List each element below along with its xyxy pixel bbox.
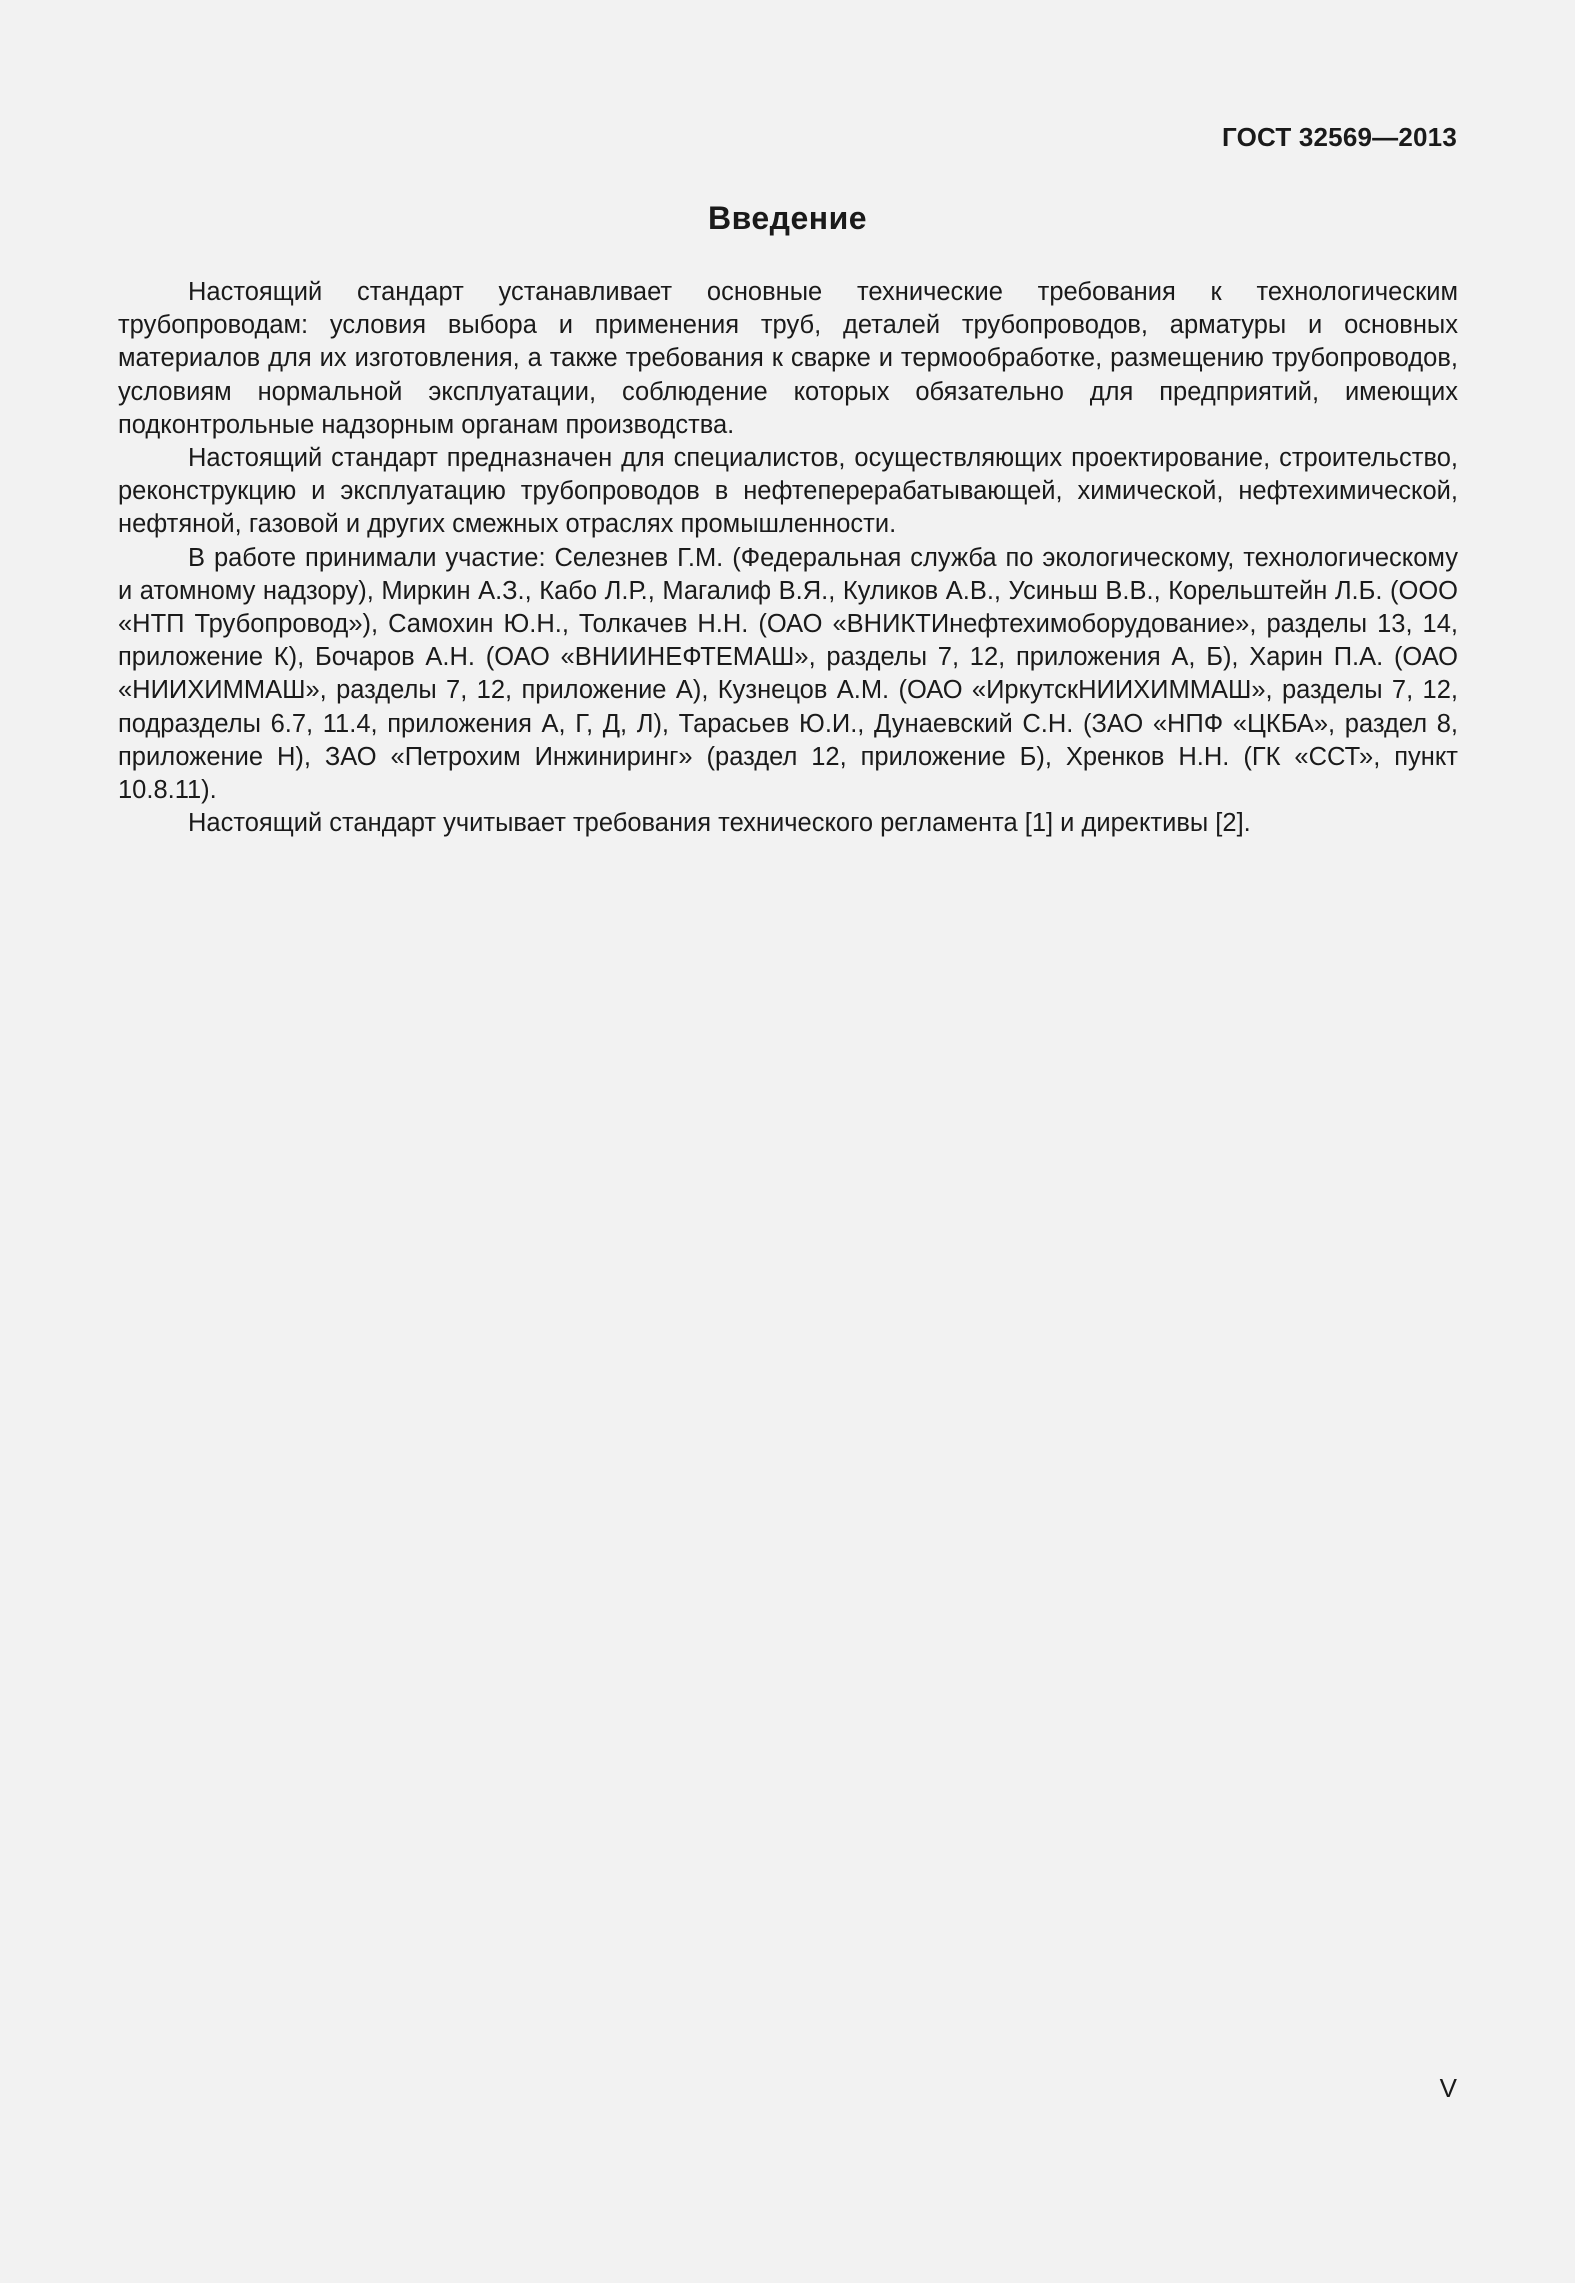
paragraph: Настоящий стандарт учитывает требования технического регламента [1] и директивы [2]. <box>188 809 1251 838</box>
document-id: ГОСТ 32569—2013 <box>1222 122 1457 152</box>
body-text <box>118 276 1458 840</box>
paragraph: Настоящий стандарт предназначен для специалистов, осуществляющих проектирование, строительство, реконструкцию и эксплуатацию трубопроводов в нефтеперерабатывающей, химической, нефтехимической, нефтяной, газовой и других смежных отраслях промышленности. <box>118 444 1458 539</box>
section-title: Введение <box>707 200 868 236</box>
page-number: V <box>1439 2073 1457 2103</box>
paragraph: Настоящий стандарт устанавливает основные технические требования к технологическим трубопроводам: условия выбора и применения труб, деталей трубопроводов, арматуры и основных материалов для их изготовления, а также требования к сварке и термообработке, размещению трубопроводов, условиям нормальной эксплуатации, соблюдение которых обязательно для предприятий, имеющих подконтрольные надзорным органам производства. <box>118 278 1458 439</box>
paragraph: В работе принимали участие: Селезнев Г.М. (Федеральная служба по экологическому, технологическому и атомному надзору), Миркин А.З., Кабо Л.Р., Магалиф В.Я., Куликов А.В., Усиньш В.В., Корельштейн Л.Б. (ООО «НТП Трубопровод»), Самохин Ю.Н., Толкачев Н.Н. (ОАО «ВНИКТИнефтехимоборудование», разделы 13, 14, приложение К), Бочаров А.Н. (ОАО «ВНИИНЕФТЕМАШ», разделы 7, 12, приложения А, Б), Харин П.А. (ОАО «НИИХИММАШ», разделы 7, 12, приложение А), Кузнецов А.М. (ОАО «ИркутскНИИХИММАШ», разделы 7, 12, подразделы 6.7, 11.4, приложения А, Г, Д, Л), Тарасьев Ю.И., Дунаевский С.Н. (ЗАО «НПФ «ЦКБА», раздел 8, приложение Н), ЗАО «Петрохим Инжиниринг» (раздел 12, приложение Б), Хренков Н.Н. (ГК «ССТ», пункт 10.8.11). <box>118 543 1458 805</box>
